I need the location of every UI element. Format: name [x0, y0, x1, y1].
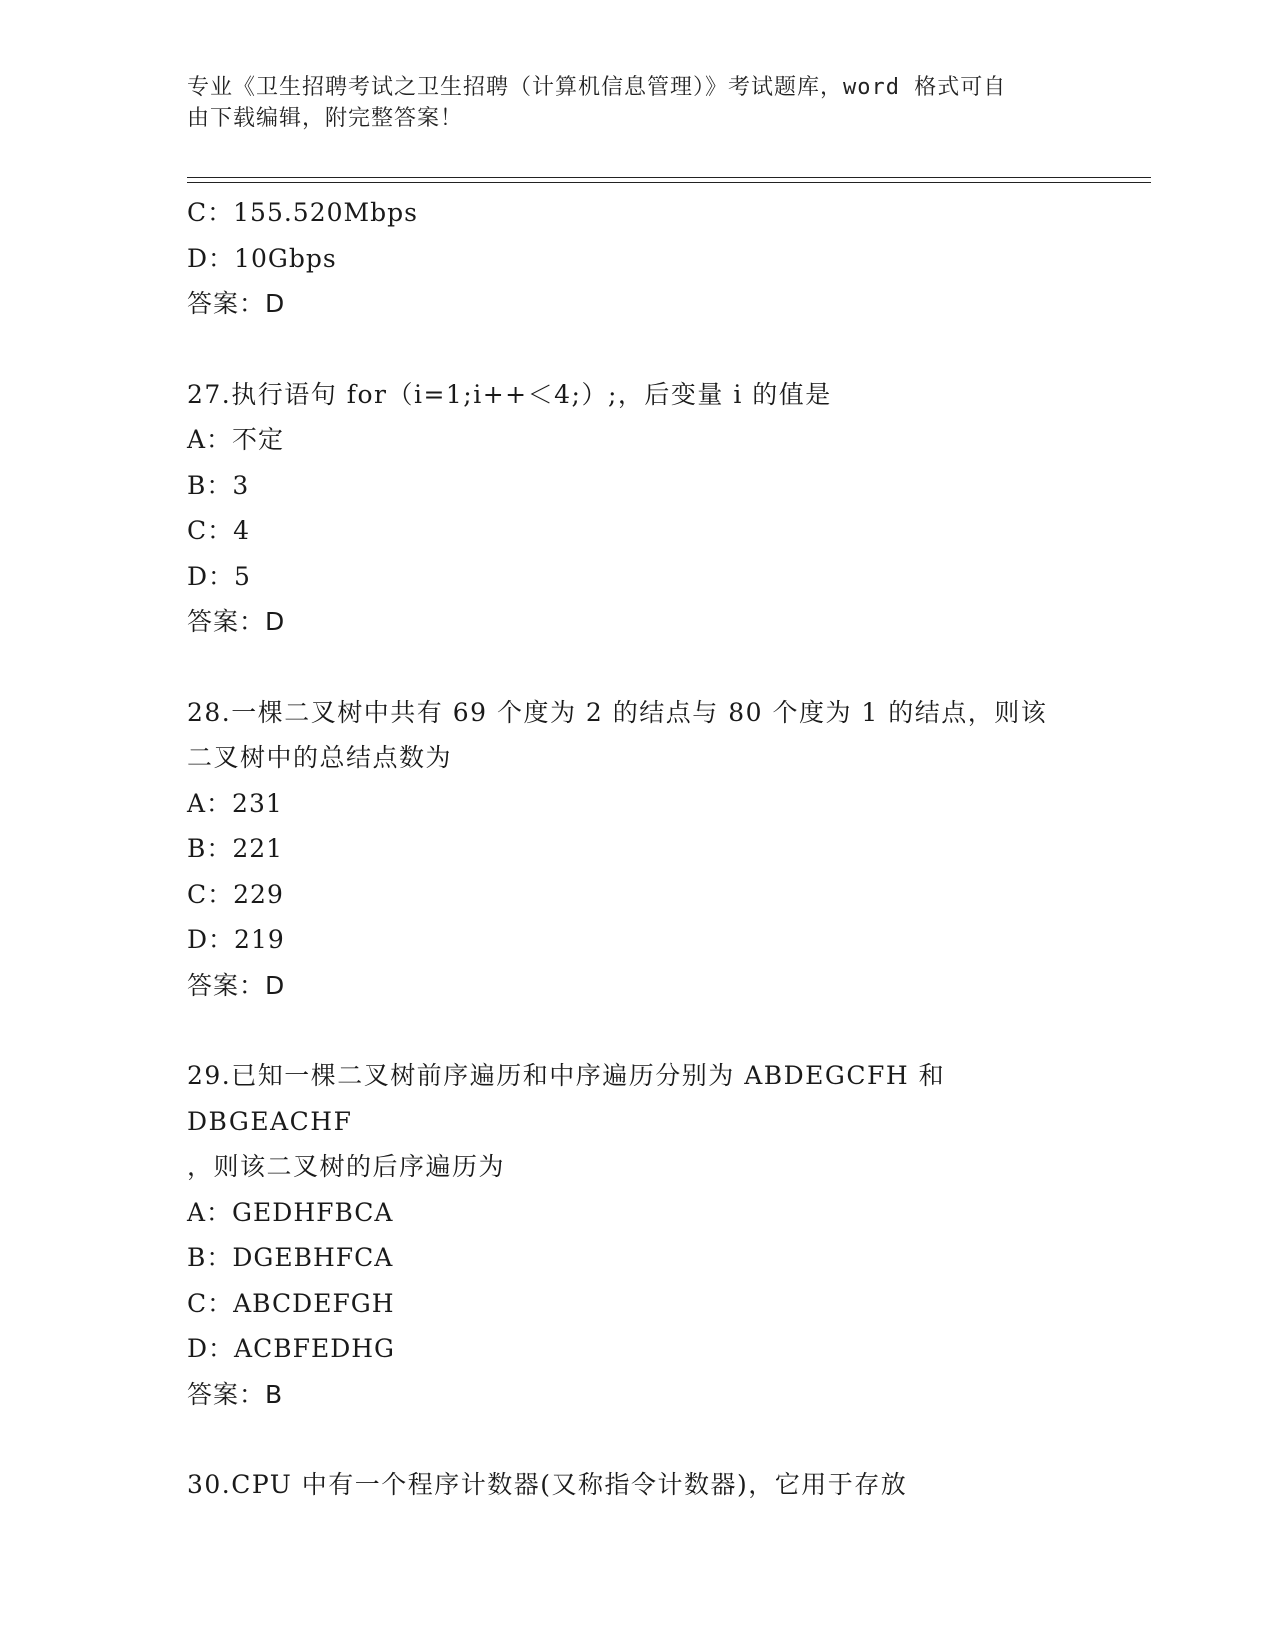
- question-text-line-2: 二叉树中的总结点数为: [187, 743, 453, 772]
- option-d: D：5: [187, 561, 251, 591]
- question-text: 27.执行语句 for（i=1;i++＜4;）;，后变量 i 的值是: [187, 379, 832, 409]
- question-30: [187, 1462, 1087, 1508]
- question-27: [187, 372, 1087, 645]
- option-d: D：ACBFEDHG: [187, 1334, 396, 1363]
- answer-line: 答案：D: [187, 289, 286, 318]
- page-header: [187, 72, 1087, 134]
- question-text-line-1: 28.一棵二叉树中共有 69 个度为 2 的结点与 80 个度为 1 的结点，则该: [187, 697, 1048, 727]
- option-c: C：229: [187, 879, 284, 909]
- question-28: [187, 690, 1087, 1009]
- question-text: 30.CPU 中有一个程序计数器(又称指令计数器)，它用于存放: [187, 1470, 908, 1499]
- option-c: C：ABCDEFGH: [187, 1288, 395, 1318]
- question-text-line-1: 29.已知一棵二叉树前序遍历和中序遍历分别为 ABDEGCFH 和 DBGEACHF: [187, 1061, 946, 1136]
- option-c: C：4: [187, 516, 251, 545]
- option-b: B：221: [187, 834, 284, 863]
- header-line-1: 专业《卫生招聘考试之卫生招聘（计算机信息管理）》考试题库，word 格式可自: [187, 75, 1007, 100]
- option-d: D：219: [187, 925, 285, 954]
- option-a: A：GEDHFBCA: [187, 1197, 394, 1227]
- answer-line: 答案：B: [187, 1379, 284, 1409]
- question-list: [187, 190, 1087, 1508]
- option-d: D：10Gbps: [187, 243, 337, 273]
- answer-line: 答案：D: [187, 607, 286, 636]
- header-line-2: 由下载编辑，附完整答案！: [187, 106, 464, 131]
- option-c: C：155.520Mbps: [187, 198, 418, 227]
- answer-line: 答案：D: [187, 970, 286, 1000]
- header-divider-top: [187, 177, 1151, 178]
- option-b: B：3: [187, 470, 250, 500]
- option-b: B：DGEBHFCA: [187, 1243, 394, 1272]
- previous-question-tail: [187, 190, 1087, 327]
- header-divider-bottom: [187, 182, 1151, 183]
- option-a: A：不定: [187, 425, 285, 454]
- question-text-line-2: ，则该二叉树的后序遍历为: [187, 1152, 506, 1181]
- question-29: [187, 1053, 1087, 1417]
- option-a: A：231: [187, 788, 283, 818]
